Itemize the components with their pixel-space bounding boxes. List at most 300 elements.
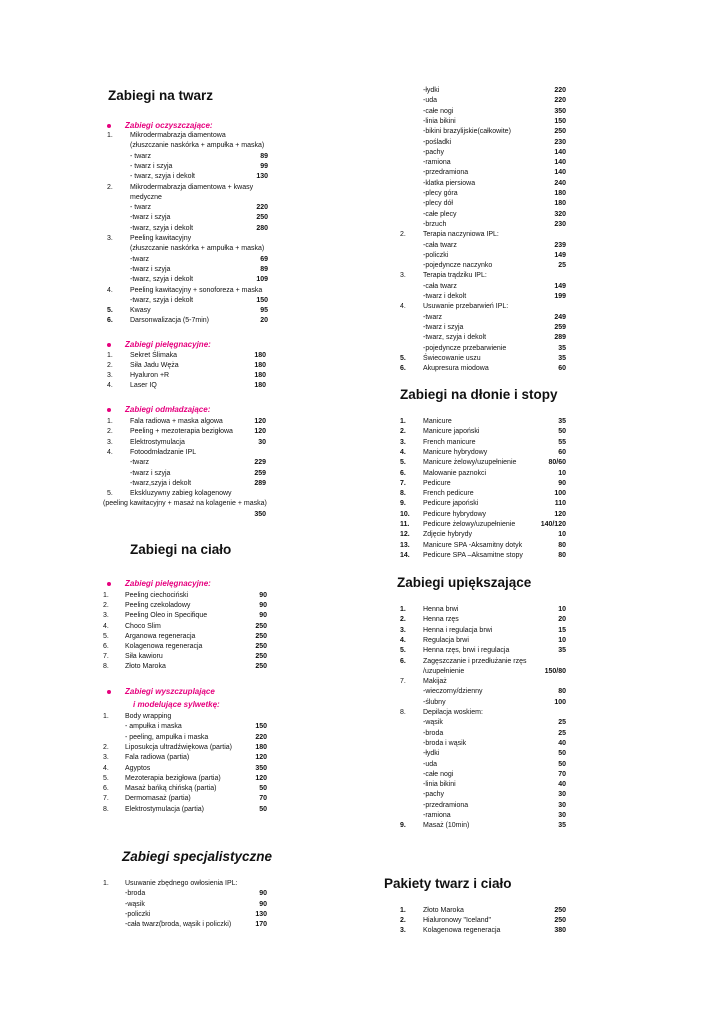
item-price: 60 xyxy=(558,365,566,373)
item-label: Laser IQ xyxy=(130,382,157,389)
item-label: Henna brwi xyxy=(423,606,459,613)
item-label: -uda xyxy=(423,97,438,105)
item-label: Mezoterapia bezigłowa (partia) xyxy=(125,774,221,782)
item-price: 90 xyxy=(259,900,267,908)
item-number: 5. xyxy=(103,632,109,640)
item-label: Usuwanie zbędnego owłosienia IPL: xyxy=(125,880,238,887)
item-price: 180 xyxy=(255,743,267,751)
item-label: -twarz i szyja xyxy=(130,469,171,477)
item-label: -twarz i szyja xyxy=(423,323,464,331)
item-number: 6. xyxy=(400,469,406,477)
item-label: -łydki xyxy=(423,87,440,94)
item-label: -wąsik xyxy=(423,719,443,727)
item-price: 259 xyxy=(554,323,566,331)
item-label: -przedramiona xyxy=(423,169,469,177)
item-price: 120 xyxy=(254,418,266,425)
item-label: Usuwanie przebarwień IPL: xyxy=(423,303,509,311)
item-label: Świecowanie uszu xyxy=(423,354,481,362)
item-price: 180 xyxy=(254,382,266,389)
item-price: 55 xyxy=(558,438,566,446)
item-number: 14. xyxy=(400,551,410,559)
item-label: -przedramiona xyxy=(423,801,469,809)
item-price: 50 xyxy=(259,805,267,813)
item-number: 4. xyxy=(107,382,113,389)
item-label: Elektrostymulacja xyxy=(130,438,185,446)
item-label: - twarz xyxy=(130,152,151,160)
item-price: 40 xyxy=(558,781,566,789)
item-label: Fotoodmładzanie IPL xyxy=(130,448,197,456)
item-price: 259 xyxy=(254,469,266,477)
item-label: Pedicure hybrydowy xyxy=(423,510,487,518)
item-label: Pedicure SPA –Aksamitne stopy xyxy=(423,551,523,559)
item-price: 250 xyxy=(255,653,267,661)
item-price: 90 xyxy=(259,612,267,620)
item-label: Pedicure japoński xyxy=(423,500,479,508)
item-label: Peeling Oleo in Specifique xyxy=(125,612,208,620)
item-price: 69 xyxy=(260,255,268,263)
item-price: 239 xyxy=(554,241,566,249)
item-price: 80 xyxy=(558,551,566,559)
item-label: Regulacja brwi xyxy=(423,636,469,644)
item-label: - twarz, szyja i dekolt xyxy=(130,173,195,181)
item-label: -brzuch xyxy=(423,220,447,228)
item-label: Mikrodermabrazja diamentowa xyxy=(130,132,226,139)
item-label: (złuszczanie naskórka + ampułka + maska) xyxy=(130,245,265,253)
item-price: 35 xyxy=(558,647,566,655)
item-number: 5. xyxy=(400,459,406,467)
item-price: 100 xyxy=(554,490,566,498)
item-number: 2. xyxy=(400,616,406,624)
item-number: 11. xyxy=(400,521,410,528)
item-number: 2. xyxy=(400,917,406,925)
item-label: Choco Slim xyxy=(125,622,161,630)
item-number: 4. xyxy=(400,448,406,456)
item-price: 50 xyxy=(259,785,267,793)
item-label: -klatka piersiowa xyxy=(423,179,476,187)
item-label: Akupresura miodowa xyxy=(423,365,489,373)
item-number: 1. xyxy=(103,880,109,887)
item-label: -plecy dół xyxy=(423,200,453,208)
item-label: -twarz, szyja i dekolt xyxy=(130,224,194,232)
item-label: -twarz,szyja i dekolt xyxy=(130,479,192,487)
item-label: Makijaż xyxy=(423,678,447,686)
heading-zabiegi-na-dlonie-i-stopy: Zabiegi na dłonie i stopy xyxy=(400,387,558,402)
item-label: - ampułka i maska xyxy=(125,723,182,731)
item-price: 10 xyxy=(558,636,566,644)
item-label: -uda xyxy=(423,760,438,768)
item-label: -bikini brazylijskie(całkowite) xyxy=(423,128,511,136)
bullet-icon xyxy=(107,343,111,347)
item-label: Henna rzęs xyxy=(423,616,459,624)
item-number: 1. xyxy=(400,907,406,914)
heading-zabiegi-na-twarz: Zabiegi na twarz xyxy=(108,88,214,103)
item-price: 150 xyxy=(256,296,268,304)
item-price: 30 xyxy=(558,791,566,799)
item-label: -twarz, szyja i dekolt xyxy=(423,334,487,342)
item-label: Pedicure żelowy/uzupełnienie xyxy=(423,521,516,528)
heading-zabiegi-upiekszajace: Zabiegi upiększające xyxy=(397,575,532,590)
item-number: 1. xyxy=(400,418,406,425)
item-price: 100 xyxy=(554,698,566,706)
item-label: -pośladki xyxy=(423,138,452,146)
item-label: Peeling czekoladowy xyxy=(125,602,191,610)
item-price: 230 xyxy=(554,220,566,228)
item-label: Masaż bańką chińską (partia) xyxy=(125,785,217,793)
item-label: -twarz xyxy=(130,255,150,263)
item-label: -cała twarz xyxy=(423,282,457,290)
item-price: 109 xyxy=(256,276,268,284)
item-number: 9. xyxy=(400,500,406,508)
item-price: 220 xyxy=(554,97,566,105)
item-price: 350 xyxy=(255,764,267,772)
item-price: 120 xyxy=(554,510,566,518)
item-label: -policzki xyxy=(423,251,449,259)
item-number: 4. xyxy=(103,622,109,630)
item-price: 50 xyxy=(558,760,566,768)
item-price: 89 xyxy=(260,152,268,160)
item-price: 70 xyxy=(259,795,267,803)
item-price: 150 xyxy=(255,723,267,731)
item-price: 30 xyxy=(258,438,266,446)
item-number: 6. xyxy=(400,657,406,665)
item-label: Manicure japoński xyxy=(423,428,480,436)
item-number: 4. xyxy=(107,286,113,294)
item-number: 2. xyxy=(107,428,113,436)
subheading-wyszczuplajace: Zabiegi wyszczuplające xyxy=(125,687,215,696)
item-label: Ekskluzywny zabieg kolagenowy xyxy=(130,490,232,498)
item-number: 6. xyxy=(103,785,109,793)
item-price: 199 xyxy=(554,293,566,300)
item-price: 229 xyxy=(254,459,266,467)
item-label: Dermomasaż (partia) xyxy=(125,795,191,803)
item-price: 30 xyxy=(558,812,566,819)
item-label: -pachy xyxy=(423,148,445,156)
item-label: -całe plecy xyxy=(423,210,457,218)
item-label: Masaż (10min) xyxy=(423,822,470,830)
bullet-icon xyxy=(107,124,111,128)
item-label: Kolagenowa regeneracja xyxy=(125,643,203,650)
item-label: Malowanie paznokci xyxy=(423,469,487,477)
item-price: 90 xyxy=(259,890,267,898)
item-number: 3. xyxy=(400,272,406,280)
item-price: 90 xyxy=(259,602,267,610)
item-price: 180 xyxy=(254,362,266,369)
item-label: -całe nogi xyxy=(423,770,454,778)
item-label: Siła Jadu Węża xyxy=(130,362,179,369)
bullet-icon xyxy=(107,690,111,694)
item-number: 4. xyxy=(400,303,406,311)
item-label: -pojedyncze przebarwienie xyxy=(423,344,507,352)
item-price: 240 xyxy=(554,179,566,187)
item-price: 10 xyxy=(558,469,566,477)
item-number: 3. xyxy=(107,438,113,446)
item-number: 3. xyxy=(400,927,406,935)
item-label: -ślubny xyxy=(423,698,446,706)
item-label: Peeling kawitacyjny + sonoforeza + maska xyxy=(130,286,263,294)
item-label: -pachy xyxy=(423,791,445,799)
subheading-modelujace: i modelujące sylwetkę: xyxy=(133,700,220,709)
item-label: Zagęszczanie i przedłużanie rzęs xyxy=(423,657,527,665)
item-number: 8. xyxy=(103,663,109,671)
item-price: 250 xyxy=(256,214,268,222)
item-number: 6. xyxy=(107,317,113,325)
item-price: 149 xyxy=(554,282,566,290)
item-label: Hyaluron +R xyxy=(130,372,170,379)
item-label: -wąsik xyxy=(125,900,145,908)
item-number: 7. xyxy=(400,479,406,487)
item-number: 1. xyxy=(107,352,113,359)
item-number: 1. xyxy=(103,592,109,599)
item-number: 6. xyxy=(103,643,109,650)
item-label: Peeling kawitacyjny xyxy=(130,235,192,242)
heading-pakiety-twarz-i-cialo: Pakiety twarz i ciało xyxy=(384,876,512,891)
item-price: 170 xyxy=(255,921,267,929)
item-label: Body wrapping xyxy=(125,713,172,720)
item-price: 35 xyxy=(558,354,566,362)
item-price: 140 xyxy=(554,169,566,177)
item-number: 8. xyxy=(400,709,406,716)
item-label: Hialuronowy "Iceland" xyxy=(423,917,492,925)
item-price: 89 xyxy=(260,265,268,273)
item-price: 99 xyxy=(260,162,268,170)
item-label: -ramiona xyxy=(423,159,451,167)
item-number: 3. xyxy=(103,754,109,762)
item-label: Terapia trądziku IPL: xyxy=(423,272,487,280)
item-price: 350 xyxy=(254,510,266,518)
item-price: 250 xyxy=(255,643,267,650)
item-price: 250 xyxy=(255,632,267,640)
item-price: 250 xyxy=(255,663,267,671)
subheading-pielegnacyjne-cialo: Zabiegi pielęgnacyjne: xyxy=(125,579,211,588)
item-number: 3. xyxy=(103,612,109,620)
item-price: 230 xyxy=(554,138,566,146)
item-number: 6. xyxy=(400,365,406,373)
item-label: -linia bikini xyxy=(423,117,456,125)
item-price: 249 xyxy=(554,313,566,321)
item-price: 280 xyxy=(256,224,268,232)
item-price: 180 xyxy=(554,200,566,208)
subheading-pielegnacyjne-twarz: Zabiegi pielęgnacyjne: xyxy=(125,340,211,349)
bullet-icon xyxy=(107,408,111,412)
item-number: 4. xyxy=(103,764,109,772)
item-price: 130 xyxy=(255,910,267,918)
item-number: 7. xyxy=(103,795,109,803)
item-label: Agyptos xyxy=(125,764,151,772)
item-price: 40 xyxy=(558,739,566,747)
item-label: -twarz xyxy=(423,313,443,321)
item-price: 10 xyxy=(558,606,566,613)
item-price: 15 xyxy=(558,626,566,634)
item-price: 380 xyxy=(554,927,566,935)
item-label: - peeling, ampułka i maska xyxy=(125,733,209,741)
item-price: 220 xyxy=(256,204,268,212)
item-number: 5. xyxy=(107,490,113,498)
item-price: 50 xyxy=(558,750,566,758)
item-label: -twarz xyxy=(130,459,150,467)
item-label: Elektrostymulacja (partia) xyxy=(125,805,204,813)
item-price: 80 xyxy=(558,688,566,696)
item-label: -ramiona xyxy=(423,812,451,819)
item-price: 140/120 xyxy=(540,521,566,528)
item-label: Depilacja woskiem: xyxy=(423,709,483,716)
item-price: 150 xyxy=(554,117,566,125)
item-label: -broda xyxy=(125,890,146,898)
item-label: Peeling ciechociński xyxy=(125,592,189,599)
item-label: Henna rzęs, brwi i regulacja xyxy=(423,647,510,655)
item-label: Manicure żelowy/uzupełnienie xyxy=(423,459,517,467)
item-price: 180 xyxy=(254,372,266,379)
item-number: 2. xyxy=(107,183,113,191)
item-price: 289 xyxy=(254,479,266,487)
item-label: medyczne xyxy=(130,193,162,201)
item-number: 5. xyxy=(400,647,406,655)
item-price: 250 xyxy=(554,128,566,136)
item-price: 90 xyxy=(259,592,267,599)
item-label: Złoto Maroka xyxy=(423,907,464,914)
item-label: -twarz, szyja i dekolt xyxy=(130,296,194,304)
item-number: 5. xyxy=(103,774,109,782)
item-label: - twarz xyxy=(130,204,151,212)
item-number: 9. xyxy=(400,822,406,830)
item-number: 2. xyxy=(103,602,109,610)
item-label: Darsonwalizacja (5-7min) xyxy=(130,317,209,325)
item-label: -pojedyncze naczynko xyxy=(423,262,493,270)
item-label: /uzupełnienie xyxy=(423,667,465,675)
item-label: Terapia naczyniowa IPL: xyxy=(423,231,499,239)
item-label: Peeling + mezoterapia bezigłowa xyxy=(130,428,233,436)
item-label: Złoto Maroka xyxy=(125,663,166,671)
item-number: 3. xyxy=(400,626,406,634)
item-label: Manicure xyxy=(423,418,452,425)
item-price: 80 xyxy=(558,541,566,549)
item-price: 80/60 xyxy=(548,459,566,467)
item-label: -policzki xyxy=(125,910,151,918)
item-number: 4. xyxy=(400,636,406,644)
item-number: 5. xyxy=(400,354,406,362)
item-price: 35 xyxy=(558,344,566,352)
item-label: Pedicure xyxy=(423,479,451,487)
item-price: 20 xyxy=(260,317,268,325)
item-price: 180 xyxy=(554,190,566,197)
item-label: -broda xyxy=(423,729,444,737)
item-number: 2. xyxy=(400,231,406,239)
item-label: Liposukcja ultradźwiękowa (partia) xyxy=(125,743,232,751)
item-price: 25 xyxy=(558,262,566,270)
item-label: -łydki xyxy=(423,750,440,758)
item-label: Arganowa regeneracja xyxy=(125,632,196,640)
item-label: Manicure hybrydowy xyxy=(423,448,488,456)
item-label: French pedicure xyxy=(423,490,474,498)
item-number: 2. xyxy=(103,743,109,751)
item-price: 130 xyxy=(256,173,268,181)
item-label: - twarz i szyja xyxy=(130,162,173,170)
item-price: 90 xyxy=(558,479,566,487)
item-price: 25 xyxy=(558,719,566,727)
item-price: 20 xyxy=(558,616,566,624)
item-number: 5. xyxy=(107,307,113,315)
item-price: 60 xyxy=(558,448,566,456)
item-number: 7. xyxy=(400,678,406,686)
item-number: 12. xyxy=(400,531,410,539)
item-price: 250 xyxy=(554,907,566,914)
item-number: 3. xyxy=(400,438,406,446)
item-price: 30 xyxy=(558,801,566,809)
item-price: 95 xyxy=(260,307,268,315)
item-label: Fala radiowa + maska algowa xyxy=(130,418,223,425)
item-price: 35 xyxy=(558,418,566,425)
item-price: 35 xyxy=(558,822,566,830)
item-number: 1. xyxy=(107,132,113,139)
item-price: 120 xyxy=(255,774,267,782)
heading-zabiegi-specjalistyczne: Zabiegi specjalistyczne xyxy=(122,849,273,864)
item-label: Manicure SPA -Aksamitny dotyk xyxy=(423,541,523,549)
item-price: 289 xyxy=(554,334,566,342)
item-label: -linia bikini xyxy=(423,781,456,789)
item-number: 8. xyxy=(400,490,406,498)
subheading-odmladzajace: Zabiegi odmładzające: xyxy=(125,405,211,414)
item-number: 1. xyxy=(400,606,406,613)
item-price: 350 xyxy=(554,107,566,115)
item-number: 3. xyxy=(107,235,113,242)
item-label: -całe nogi xyxy=(423,107,454,115)
item-price: 10 xyxy=(558,531,566,539)
item-label: -twarz i szyja xyxy=(130,214,171,222)
item-number: 3. xyxy=(107,372,113,379)
item-label: Siła kawioru xyxy=(125,653,163,661)
item-number: 10. xyxy=(400,510,410,518)
item-price: 25 xyxy=(558,729,566,737)
item-price: 250 xyxy=(554,917,566,925)
item-price: 120 xyxy=(254,428,266,436)
heading-zabiegi-na-cialo: Zabiegi na ciało xyxy=(130,542,232,557)
bullet-icon xyxy=(107,582,111,586)
item-label: Mikrodermabrazja diamentowa + kwasy xyxy=(130,183,254,191)
item-label: -plecy góra xyxy=(423,190,458,197)
item-label: French manicure xyxy=(423,438,476,446)
item-number: 1. xyxy=(103,713,109,720)
item-price: 220 xyxy=(554,87,566,94)
item-price: 220 xyxy=(255,733,267,741)
item-label: Fala radiowa (partia) xyxy=(125,754,190,762)
item-label: -cała twarz xyxy=(423,241,457,249)
item-label: -twarz, szyja i dekolt xyxy=(130,276,194,284)
item-label: -wieczorny/dzienny xyxy=(423,688,483,696)
item-price: 120 xyxy=(255,754,267,762)
item-label: -twarz i dekolt xyxy=(423,293,467,300)
item-price: 70 xyxy=(558,770,566,778)
item-price: 50 xyxy=(558,428,566,436)
item-price: 140 xyxy=(554,148,566,156)
subheading-oczyszczajace: Zabiegi oczyszczające: xyxy=(125,121,213,130)
item-label: Henna i regulacja brwi xyxy=(423,626,493,634)
item-number: 2. xyxy=(400,428,406,436)
item-number: 1. xyxy=(107,418,113,425)
item-label: (złuszczanie naskórka + ampułka + maska) xyxy=(130,142,265,150)
item-label: -twarz i szyja xyxy=(130,265,171,273)
item-price: 250 xyxy=(255,622,267,630)
item-label: Kwasy xyxy=(130,307,151,315)
item-number: 4. xyxy=(107,448,113,456)
item-number: 7. xyxy=(103,653,109,661)
item-number: 13. xyxy=(400,541,410,549)
item-price: 150/80 xyxy=(544,667,566,675)
item-price: 149 xyxy=(554,251,566,259)
item-label: Kolagenowa regeneracja xyxy=(423,927,501,935)
item-label: Zdjęcie hybrydy xyxy=(423,531,473,539)
item-label: -cała twarz(broda, wąsik i policzki) xyxy=(125,921,232,929)
item-number: 2. xyxy=(107,362,113,369)
item-price: 320 xyxy=(554,210,566,218)
